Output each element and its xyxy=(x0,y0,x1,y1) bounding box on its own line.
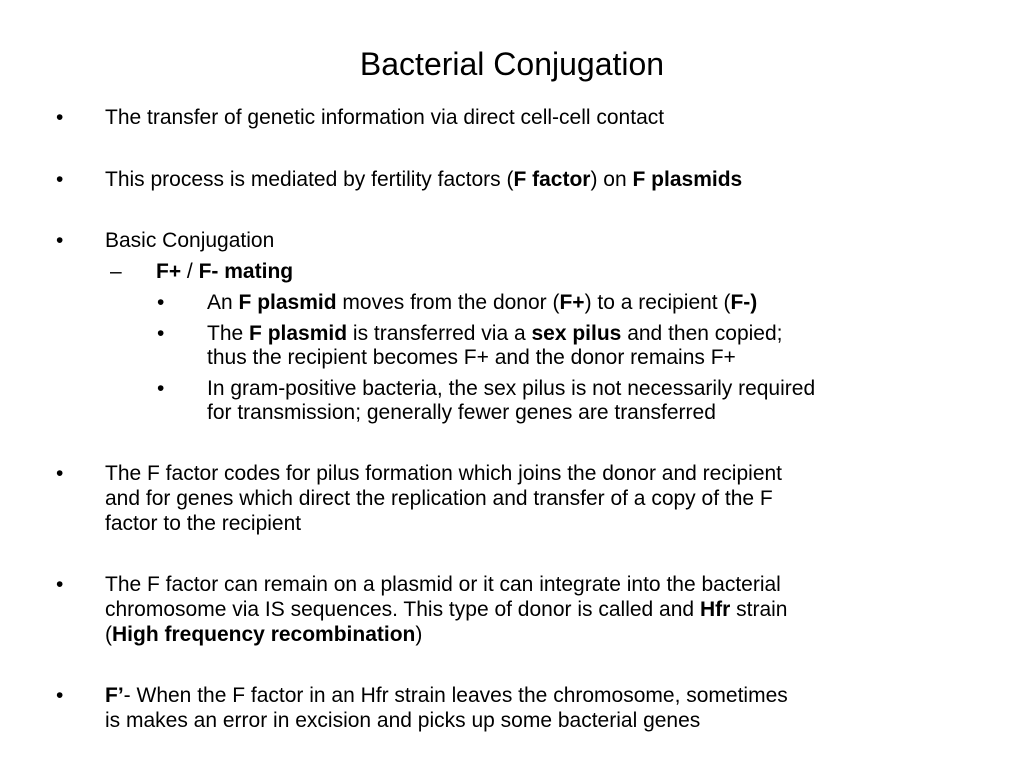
sub-item-2-line-1 xyxy=(207,322,783,346)
bullet-3-text: Basic Conjugation xyxy=(105,229,275,252)
bullet-marker: • xyxy=(157,322,165,345)
bullet-6-line-2: is makes an error in excision and picks up some bacterial genes xyxy=(105,709,701,732)
sub-item-2-part: is transferred via a xyxy=(347,322,532,345)
sub-item-1-part: moves from the donor ( xyxy=(336,291,560,314)
bullet-5-line-2 xyxy=(105,598,787,622)
bullet-marker: • xyxy=(56,462,64,485)
sub-item-2-part: and then copied; xyxy=(621,322,783,345)
bullet-4-line-2: and for genes which direct the replication and transfer of a copy of the F xyxy=(105,487,773,510)
sex-pilus-term: sex pilus xyxy=(531,322,622,345)
bullet-marker: • xyxy=(157,291,165,314)
bullet-6-line-1 xyxy=(105,684,788,708)
sub-item-3-line-2: for transmission; generally fewer genes are transferred xyxy=(207,401,716,424)
bullet-marker: • xyxy=(157,377,165,400)
bullet-4-line-3: factor to the recipient xyxy=(105,512,302,535)
bullet-1-text: The transfer of genetic information via direct cell-cell contact xyxy=(105,106,665,129)
f-plasmids-term: F plasmids xyxy=(632,168,743,191)
bullet-marker: • xyxy=(56,684,64,707)
slide-title: Bacterial Conjugation xyxy=(359,46,665,82)
bullet-5-part: chromosome via IS sequences. This type of donor is called and xyxy=(105,598,700,621)
bullet-2-text xyxy=(105,168,742,192)
f-plasmid-term: F plasmid xyxy=(249,322,348,345)
bullet-5-line-3 xyxy=(105,623,422,647)
sub-item-2-line-2: thus the recipient becomes F+ and the donor remains F+ xyxy=(207,346,736,369)
sub-heading-text xyxy=(156,260,293,284)
sub-item-1-text xyxy=(207,291,757,315)
f-prime-term: F’ xyxy=(105,684,124,707)
bullet-4-line-1: The F factor codes for pilus formation which joins the donor and recipient xyxy=(105,462,783,485)
sub-item-1-part: ) to a recipient ( xyxy=(584,291,731,314)
sub-item-1-part: An xyxy=(207,291,239,314)
bullet-2-part: ) on xyxy=(590,168,633,191)
high-frequency-recombination-term: High frequency recombination xyxy=(112,623,416,646)
bullet-2-part: This process is mediated by fertility factors ( xyxy=(105,168,514,191)
bullet-marker: • xyxy=(56,168,64,191)
sub-item-2-part: The xyxy=(207,322,250,345)
f-factor-term: F factor xyxy=(513,168,591,191)
bullet-5-line-1: The F factor can remain on a plasmid or it can integrate into the bacterial xyxy=(105,573,781,596)
f-minus-term: F-) xyxy=(730,291,758,314)
sub-item-3-line-1: In gram-positive bacteria, the sex pilus is not necessarily required xyxy=(207,377,816,400)
f-plasmid-term: F plasmid xyxy=(238,291,337,314)
bullet-5-part: ( xyxy=(105,623,112,646)
bullet-5-part: ) xyxy=(415,623,423,646)
dash-marker: – xyxy=(110,260,122,283)
f-plus-term: F+ xyxy=(559,291,585,314)
bullet-marker: • xyxy=(56,573,64,596)
hfr-term: Hfr xyxy=(699,598,731,621)
bullet-marker: • xyxy=(56,106,64,129)
bullet-marker: • xyxy=(56,229,64,252)
f-plus-term: F+ xyxy=(156,260,182,283)
sub-heading-separator: / xyxy=(181,260,199,283)
bullet-5-part: strain xyxy=(730,598,788,621)
f-minus-mating-term: F- mating xyxy=(198,260,294,283)
bullet-6-part: - When the F factor in an Hfr strain leaves the chromosome, sometimes xyxy=(123,684,788,707)
